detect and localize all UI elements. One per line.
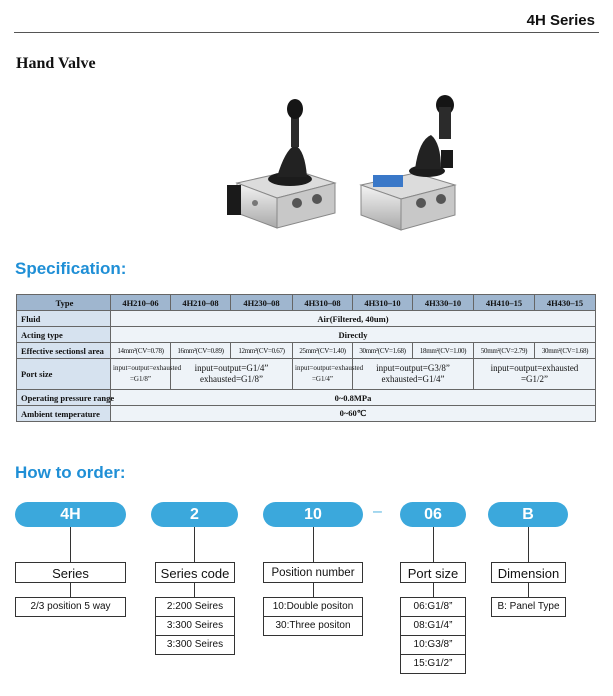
code-position-pill: 10	[263, 502, 363, 527]
port-size-option: 06:G1/8”	[400, 597, 466, 617]
area-cell: 12mm²(CV=0.67)	[231, 343, 293, 359]
position-label-box: Position number	[263, 562, 363, 583]
model-cell: 4H430–15	[535, 295, 596, 311]
dimension-label-box: Dimension	[491, 562, 566, 583]
series-code-label-box: Series code	[155, 562, 235, 583]
area-label: Effective sectionsl area	[17, 343, 111, 359]
temperature-value: 0~60℃	[111, 406, 596, 422]
header-divider	[14, 32, 599, 33]
series-label-box: Series	[15, 562, 126, 583]
position-option: 30:Three positon	[263, 616, 363, 636]
type-row	[17, 295, 596, 311]
acting-row	[17, 327, 596, 343]
code-series-code-pill: 2	[151, 502, 238, 527]
area-cell: 16mm²(CV=0.89)	[171, 343, 231, 359]
acting-value: Directly	[111, 327, 596, 343]
specification-table	[16, 294, 596, 422]
connector-line	[528, 583, 529, 597]
port-size-label-box: Port size	[400, 562, 466, 583]
model-cell: 4H310–10	[353, 295, 413, 311]
specification-heading: Specification:	[15, 259, 127, 278]
temperature-label: Ambient temperature	[17, 406, 111, 422]
area-cell: 50mm²(CV=2.79)	[474, 343, 535, 359]
connector-line	[313, 583, 314, 597]
model-cell: 4H330–10	[413, 295, 474, 311]
area-cell: 25mm²(CV=1.40)	[293, 343, 353, 359]
series-code-option: 3:300 Seires	[155, 635, 235, 655]
series-option: 2/3 position 5 way	[15, 597, 126, 617]
series-tag: 4H Series	[526, 12, 595, 29]
pressure-label: Operating pressure range	[17, 390, 111, 406]
model-cell: 4H410–15	[474, 295, 535, 311]
connector-line	[433, 527, 434, 562]
connector-line	[194, 527, 195, 562]
area-cell: 18mm²(CV=1.00)	[413, 343, 474, 359]
port-cell: input=output=exhausted =G1/8”	[111, 359, 171, 390]
port-cell: input=output=G3/8” exhausted=G1/4”	[353, 359, 474, 390]
how-to-order-heading: How to order:	[15, 463, 126, 482]
connector-line	[194, 583, 195, 597]
code-port-pill: 06	[400, 502, 466, 527]
port-size-option: 08:G1/4”	[400, 616, 466, 636]
port-cell: input=output=exhausted =G1/4”	[293, 359, 353, 390]
hand-valve-photo-left	[225, 95, 375, 235]
fluid-value: Air(Filtered, 40um)	[111, 311, 596, 327]
series-code-option: 2:200 Seires	[155, 597, 235, 617]
area-cell: 30mm²(CV=1.68)	[353, 343, 413, 359]
connector-line	[433, 583, 434, 597]
code-dimension-pill: B	[488, 502, 568, 527]
model-cell: 4H210–06	[111, 295, 171, 311]
code-separator-dash: –	[373, 503, 382, 520]
connector-line	[313, 527, 314, 562]
port-size-option: 15:G1/2”	[400, 654, 466, 674]
area-cell: 14mm²(CV=0.78)	[111, 343, 171, 359]
acting-label: Acting type	[17, 327, 111, 343]
hand-valve-photo-right	[355, 95, 475, 235]
fluid-label: Fluid	[17, 311, 111, 327]
port-cell: input=output=exhausted =G1/2”	[474, 359, 596, 390]
pressure-value: 0~0.8MPa	[111, 390, 596, 406]
area-cell: 30mm²(CV=1.68)	[535, 343, 596, 359]
port-size-option: 10:G3/8”	[400, 635, 466, 655]
model-cell: 4H210–08	[171, 295, 231, 311]
model-cell: 4H310–08	[293, 295, 353, 311]
type-label: Type	[17, 295, 111, 311]
series-code-option: 3:300 Seires	[155, 616, 235, 636]
code-series-pill: 4H	[15, 502, 126, 527]
connector-line	[70, 527, 71, 562]
port-cell: input=output=G1/4” exhausted=G1/8”	[171, 359, 293, 390]
position-option: 10:Double positon	[263, 597, 363, 617]
port-row	[17, 359, 596, 390]
pressure-row	[17, 390, 596, 406]
page-title: Hand Valve	[16, 55, 96, 72]
port-label: Port size	[17, 359, 111, 390]
connector-line	[528, 527, 529, 562]
fluid-row	[17, 311, 596, 327]
area-row	[17, 343, 596, 359]
model-cell: 4H230–08	[231, 295, 293, 311]
temperature-row	[17, 406, 596, 422]
dimension-option: B: Panel Type	[491, 597, 566, 617]
connector-line	[70, 583, 71, 597]
